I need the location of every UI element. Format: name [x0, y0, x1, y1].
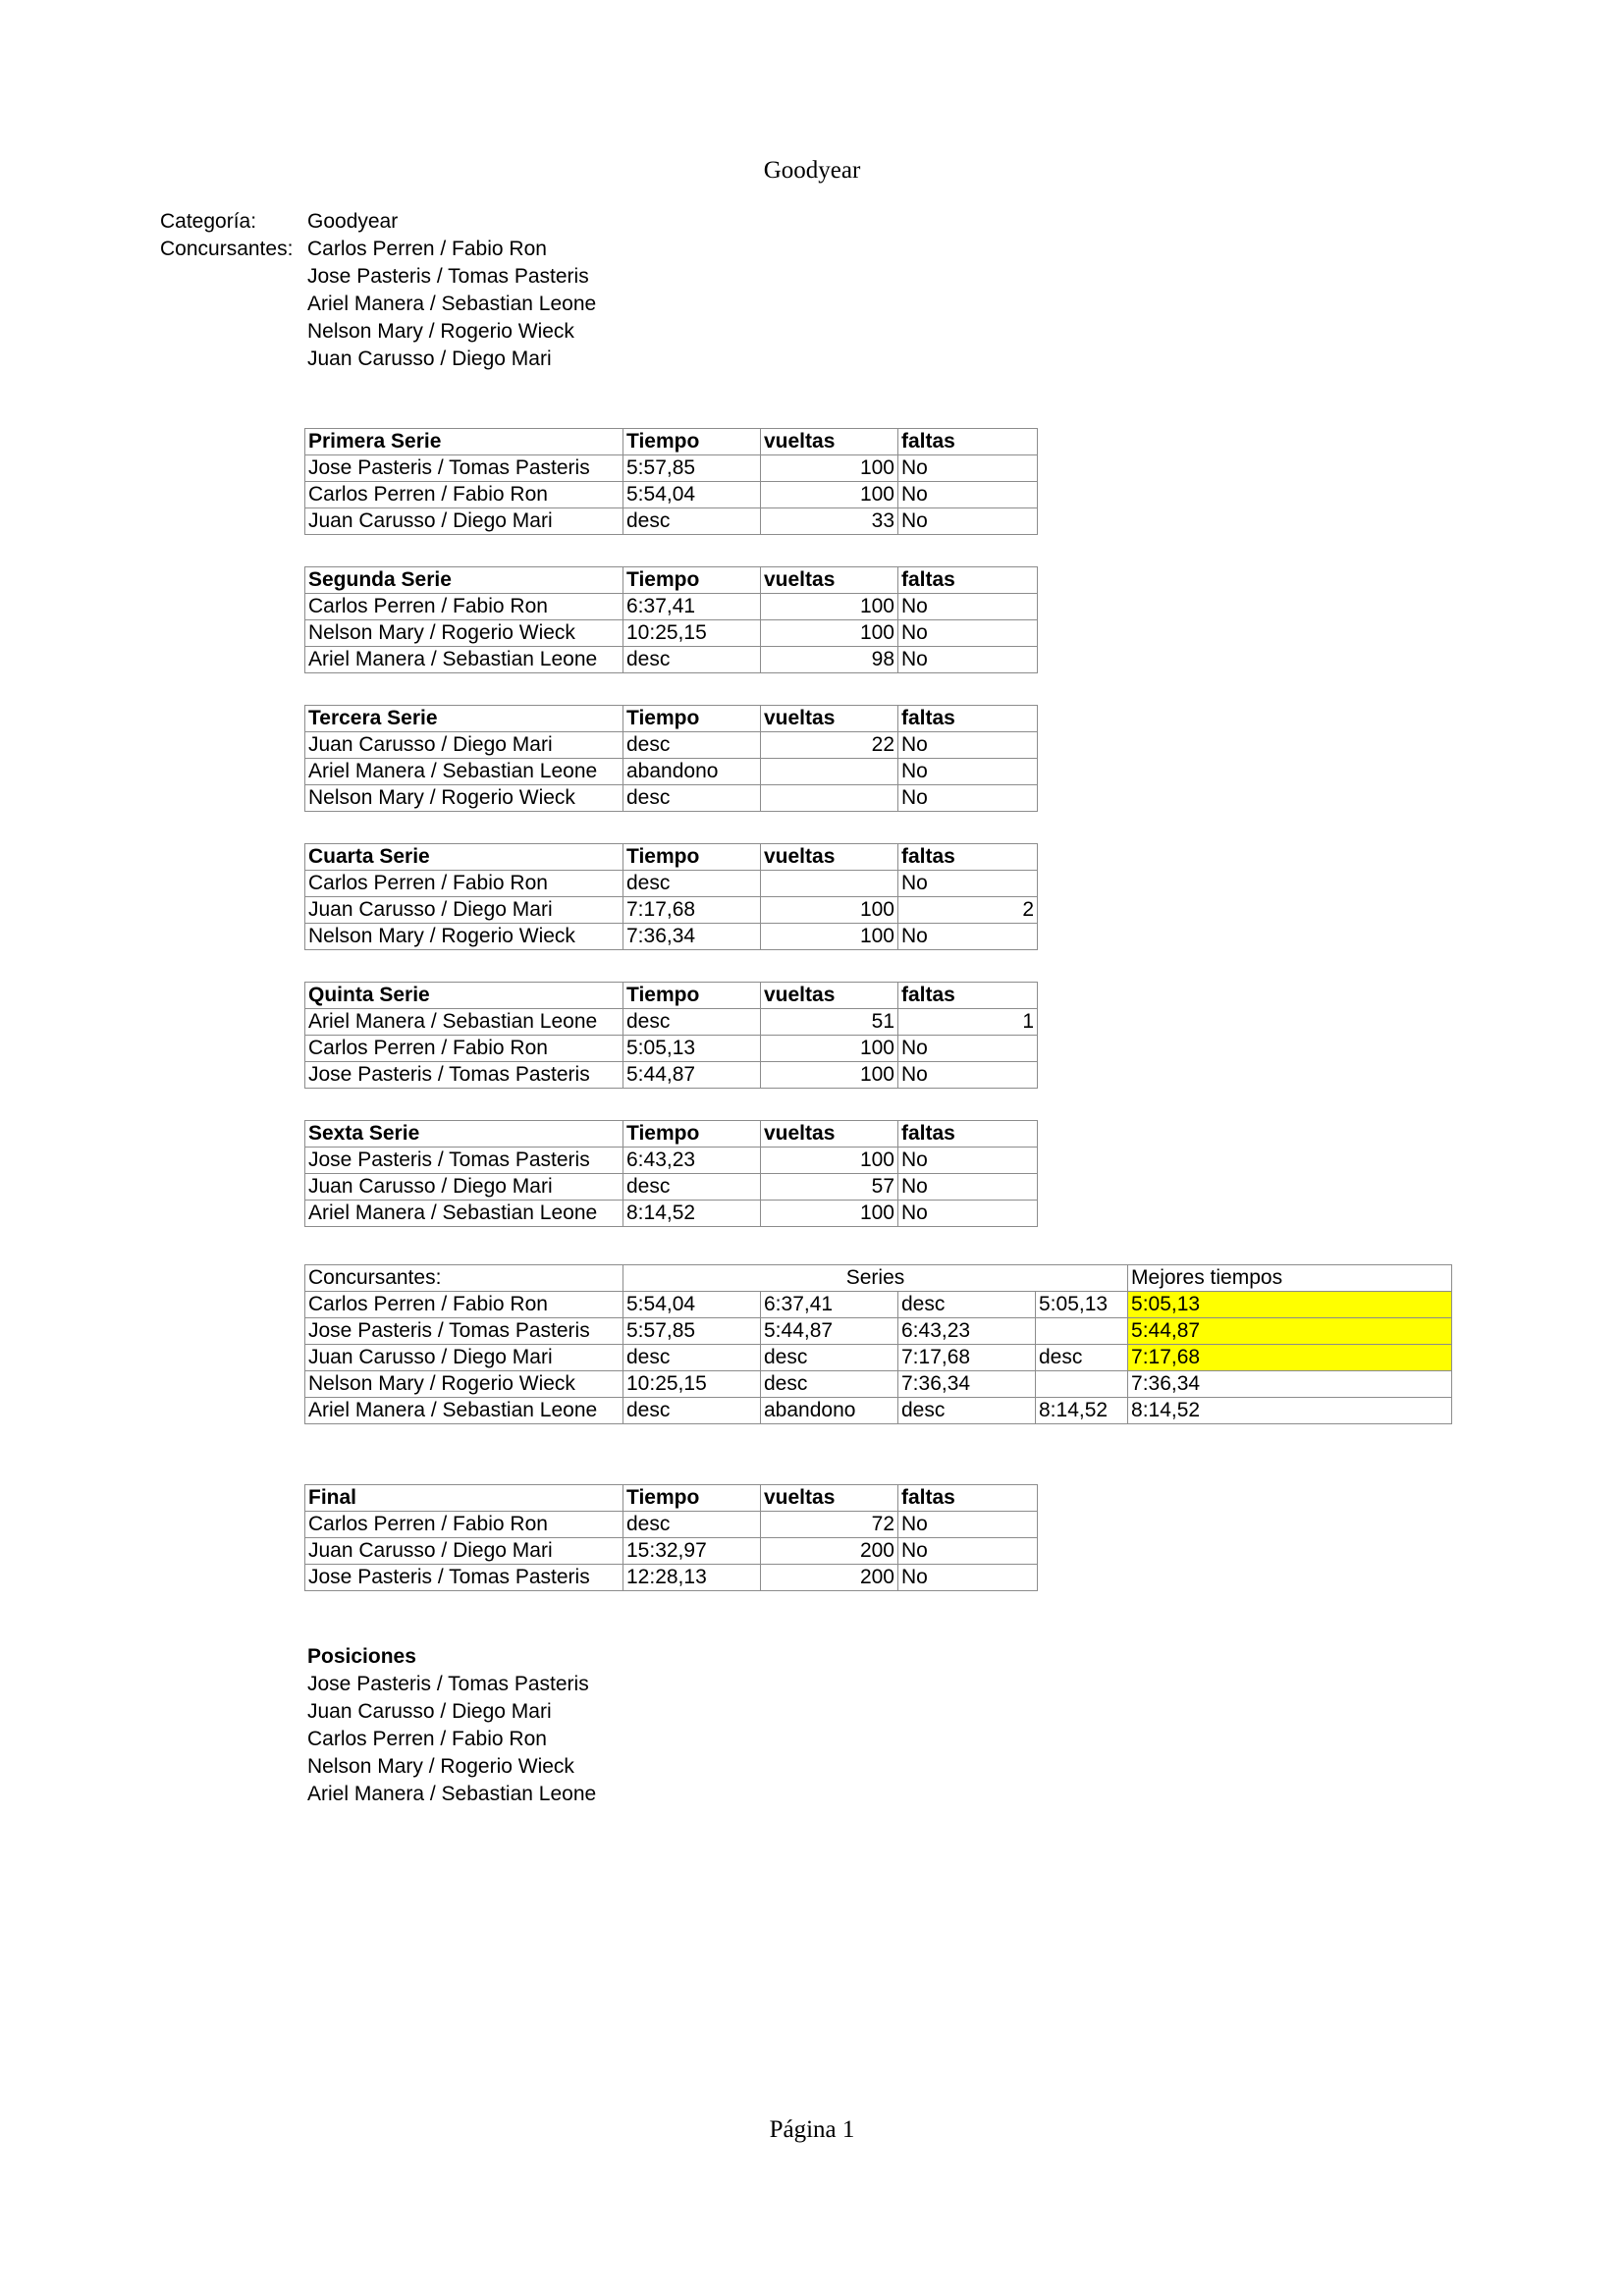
vueltas-cell: 100	[761, 482, 898, 508]
summary-header-series: Series	[623, 1265, 1128, 1292]
faltas-cell: No	[898, 871, 1038, 897]
faltas-cell: No	[898, 620, 1038, 647]
final-title: Final	[305, 1485, 623, 1512]
vueltas-cell	[761, 785, 898, 812]
table-row	[305, 1318, 1452, 1345]
vueltas-cell: 200	[761, 1538, 898, 1565]
tiempo-cell: 7:36,34	[623, 924, 761, 950]
faltas-cell: No	[898, 1174, 1038, 1201]
header-vueltas: vueltas	[761, 983, 898, 1009]
faltas-cell: 1	[898, 1009, 1038, 1036]
final-header-tiempo: Tiempo	[623, 1485, 761, 1512]
team-cell: Jose Pasteris / Tomas Pasteris	[305, 1565, 623, 1591]
tiempo-cell: 6:43,23	[623, 1148, 761, 1174]
position-item: Ariel Manera / Sebastian Leone	[307, 1783, 597, 1805]
series-title: Primera Serie	[305, 429, 623, 455]
tiempo-cell: 5:44,87	[623, 1062, 761, 1089]
team-cell: Nelson Mary / Rogerio Wieck	[305, 924, 623, 950]
team-cell: Juan Carusso / Diego Mari	[305, 508, 623, 535]
series-header-row	[305, 567, 1038, 594]
vueltas-cell: 100	[761, 594, 898, 620]
table-row	[305, 785, 1038, 812]
tiempo-cell: desc	[623, 647, 761, 673]
series-time-cell: 8:14,52	[1036, 1398, 1128, 1424]
series-time-cell: 7:17,68	[898, 1345, 1036, 1371]
tiempo-cell: 7:17,68	[623, 897, 761, 924]
vueltas-cell: 100	[761, 924, 898, 950]
tiempo-cell: 6:37,41	[623, 594, 761, 620]
table-row	[305, 594, 1038, 620]
faltas-cell: No	[898, 1148, 1038, 1174]
page-title: Goodyear	[763, 157, 861, 184]
table-row	[305, 924, 1038, 950]
summary-table	[304, 1264, 1452, 1424]
final-header-row	[305, 1485, 1038, 1512]
series-table	[304, 566, 1038, 673]
faltas-cell: No	[898, 594, 1038, 620]
table-row	[305, 1036, 1038, 1062]
series-header-row	[305, 1121, 1038, 1148]
header-tiempo: Tiempo	[623, 983, 761, 1009]
series-table	[304, 843, 1038, 950]
header-vueltas: vueltas	[761, 429, 898, 455]
tiempo-cell: 5:54,04	[623, 482, 761, 508]
series-time-cell: 6:37,41	[761, 1292, 898, 1318]
table-row	[305, 1292, 1452, 1318]
series-time-cell: 5:44,87	[761, 1318, 898, 1345]
team-cell: Juan Carusso / Diego Mari	[305, 1538, 623, 1565]
vueltas-cell	[761, 759, 898, 785]
series-time-cell: desc	[1036, 1345, 1128, 1371]
tiempo-cell: 5:57,85	[623, 455, 761, 482]
faltas-cell: 2	[898, 897, 1038, 924]
team-cell: Juan Carusso / Diego Mari	[305, 1174, 623, 1201]
best-time-cell: 8:14,52	[1128, 1398, 1452, 1424]
header-tiempo: Tiempo	[623, 706, 761, 732]
tiempo-cell: abandono	[623, 759, 761, 785]
header-tiempo: Tiempo	[623, 567, 761, 594]
team-cell: Juan Carusso / Diego Mari	[305, 1345, 623, 1371]
team-cell: Carlos Perren / Fabio Ron	[305, 1036, 623, 1062]
team-cell: Juan Carusso / Diego Mari	[305, 897, 623, 924]
table-row	[305, 1148, 1038, 1174]
faltas-cell: No	[898, 785, 1038, 812]
team-cell: Ariel Manera / Sebastian Leone	[305, 647, 623, 673]
series-title: Quinta Serie	[305, 983, 623, 1009]
team-cell: Ariel Manera / Sebastian Leone	[305, 1398, 623, 1424]
vueltas-cell: 98	[761, 647, 898, 673]
category-label: Categoría:	[160, 210, 257, 233]
vueltas-cell: 100	[761, 1201, 898, 1227]
contestant-item: Juan Carusso / Diego Mari	[307, 347, 552, 370]
faltas-cell: No	[898, 508, 1038, 535]
best-time-cell: 7:36,34	[1128, 1371, 1452, 1398]
vueltas-cell	[761, 871, 898, 897]
team-cell: Ariel Manera / Sebastian Leone	[305, 1009, 623, 1036]
vueltas-cell: 33	[761, 508, 898, 535]
table-row	[305, 508, 1038, 535]
tiempo-cell: desc	[623, 1174, 761, 1201]
series-title: Segunda Serie	[305, 567, 623, 594]
series-time-cell: desc	[623, 1398, 761, 1424]
series-time-cell: desc	[898, 1398, 1036, 1424]
faltas-cell: No	[898, 924, 1038, 950]
team-cell: Carlos Perren / Fabio Ron	[305, 482, 623, 508]
faltas-cell: No	[898, 1036, 1038, 1062]
header-vueltas: vueltas	[761, 1121, 898, 1148]
series-time-cell: 5:54,04	[623, 1292, 761, 1318]
series-header-row	[305, 844, 1038, 871]
final-table	[304, 1484, 1038, 1591]
tiempo-cell: 12:28,13	[623, 1565, 761, 1591]
team-cell: Jose Pasteris / Tomas Pasteris	[305, 1062, 623, 1089]
series-header-row	[305, 429, 1038, 455]
tiempo-cell: 5:05,13	[623, 1036, 761, 1062]
position-item: Juan Carusso / Diego Mari	[307, 1700, 552, 1723]
contestant-item: Carlos Perren / Fabio Ron	[307, 238, 547, 260]
series-time-cell	[1036, 1318, 1128, 1345]
summary-header-team: Concursantes:	[305, 1265, 623, 1292]
table-row	[305, 871, 1038, 897]
faltas-cell: No	[898, 1201, 1038, 1227]
faltas-cell: No	[898, 759, 1038, 785]
positions-list	[307, 1643, 596, 1808]
faltas-cell: No	[898, 1538, 1038, 1565]
best-time-cell: 5:05,13	[1128, 1292, 1452, 1318]
series-time-cell: desc	[898, 1292, 1036, 1318]
position-item: Nelson Mary / Rogerio Wieck	[307, 1755, 574, 1778]
vueltas-cell: 100	[761, 897, 898, 924]
final-header-faltas: faltas	[898, 1485, 1038, 1512]
tiempo-cell: desc	[623, 871, 761, 897]
team-cell: Carlos Perren / Fabio Ron	[305, 594, 623, 620]
series-title: Tercera Serie	[305, 706, 623, 732]
series-title: Sexta Serie	[305, 1121, 623, 1148]
vueltas-cell: 57	[761, 1174, 898, 1201]
table-row	[305, 620, 1038, 647]
positions-title: Posiciones	[307, 1645, 416, 1668]
team-cell: Nelson Mary / Rogerio Wieck	[305, 785, 623, 812]
team-cell: Ariel Manera / Sebastian Leone	[305, 759, 623, 785]
category-value: Goodyear	[307, 210, 399, 233]
tiempo-cell: desc	[623, 1009, 761, 1036]
tiempo-cell: 8:14,52	[623, 1201, 761, 1227]
team-cell: Ariel Manera / Sebastian Leone	[305, 1201, 623, 1227]
vueltas-cell: 72	[761, 1512, 898, 1538]
table-row	[305, 1538, 1038, 1565]
header-tiempo: Tiempo	[623, 1121, 761, 1148]
header-vueltas: vueltas	[761, 706, 898, 732]
header-tiempo: Tiempo	[623, 429, 761, 455]
header-vueltas: vueltas	[761, 567, 898, 594]
header-faltas: faltas	[898, 706, 1038, 732]
header-faltas: faltas	[898, 983, 1038, 1009]
vueltas-cell: 100	[761, 1062, 898, 1089]
best-time-cell: 5:44,87	[1128, 1318, 1452, 1345]
series-table	[304, 705, 1038, 812]
series-table	[304, 982, 1038, 1089]
position-item: Jose Pasteris / Tomas Pasteris	[307, 1673, 589, 1695]
header-faltas: faltas	[898, 429, 1038, 455]
table-row	[305, 1371, 1452, 1398]
vueltas-cell: 51	[761, 1009, 898, 1036]
series-header-row	[305, 706, 1038, 732]
contestants-label: Concursantes:	[160, 238, 294, 260]
table-row	[305, 1174, 1038, 1201]
series-time-cell: desc	[623, 1345, 761, 1371]
series-time-cell: desc	[761, 1371, 898, 1398]
vueltas-cell: 22	[761, 732, 898, 759]
table-row	[305, 1565, 1038, 1591]
header-faltas: faltas	[898, 1121, 1038, 1148]
header-faltas: faltas	[898, 567, 1038, 594]
page-footer: Página 1	[769, 2116, 855, 2143]
table-row	[305, 1345, 1452, 1371]
faltas-cell: No	[898, 1565, 1038, 1591]
tiempo-cell: desc	[623, 732, 761, 759]
faltas-cell: No	[898, 1512, 1038, 1538]
team-cell: Nelson Mary / Rogerio Wieck	[305, 620, 623, 647]
series-time-cell: 5:05,13	[1036, 1292, 1128, 1318]
table-row	[305, 1512, 1038, 1538]
table-row	[305, 897, 1038, 924]
team-cell: Carlos Perren / Fabio Ron	[305, 1292, 623, 1318]
series-title: Cuarta Serie	[305, 844, 623, 871]
tiempo-cell: desc	[623, 1512, 761, 1538]
vueltas-cell: 100	[761, 455, 898, 482]
table-row	[305, 1398, 1452, 1424]
series-time-cell: 5:57,85	[623, 1318, 761, 1345]
series-table	[304, 428, 1038, 535]
table-row	[305, 732, 1038, 759]
header-vueltas: vueltas	[761, 844, 898, 871]
table-row	[305, 482, 1038, 508]
best-time-cell: 7:17,68	[1128, 1345, 1452, 1371]
info-block	[160, 208, 596, 373]
position-item: Carlos Perren / Fabio Ron	[307, 1728, 547, 1750]
series-time-cell	[1036, 1371, 1128, 1398]
header-faltas: faltas	[898, 844, 1038, 871]
contestant-item: Ariel Manera / Sebastian Leone	[307, 293, 597, 315]
table-row	[305, 1009, 1038, 1036]
final-header-vueltas: vueltas	[761, 1485, 898, 1512]
tiempo-cell: 10:25,15	[623, 620, 761, 647]
team-cell: Carlos Perren / Fabio Ron	[305, 1512, 623, 1538]
table-row	[305, 1062, 1038, 1089]
summary-header-row	[305, 1265, 1452, 1292]
team-cell: Juan Carusso / Diego Mari	[305, 732, 623, 759]
vueltas-cell: 100	[761, 620, 898, 647]
series-table	[304, 1120, 1038, 1227]
tiempo-cell: desc	[623, 785, 761, 812]
table-row	[305, 759, 1038, 785]
table-row	[305, 647, 1038, 673]
team-cell: Nelson Mary / Rogerio Wieck	[305, 1371, 623, 1398]
faltas-cell: No	[898, 1062, 1038, 1089]
faltas-cell: No	[898, 482, 1038, 508]
vueltas-cell: 100	[761, 1036, 898, 1062]
faltas-cell: No	[898, 732, 1038, 759]
header-tiempo: Tiempo	[623, 844, 761, 871]
contestant-item: Jose Pasteris / Tomas Pasteris	[307, 265, 589, 288]
team-cell: Jose Pasteris / Tomas Pasteris	[305, 1318, 623, 1345]
faltas-cell: No	[898, 647, 1038, 673]
series-header-row	[305, 983, 1038, 1009]
team-cell: Jose Pasteris / Tomas Pasteris	[305, 455, 623, 482]
series-time-cell: desc	[761, 1345, 898, 1371]
table-row	[305, 455, 1038, 482]
series-time-cell: abandono	[761, 1398, 898, 1424]
summary-header-best: Mejores tiempos	[1128, 1265, 1452, 1292]
team-cell: Carlos Perren / Fabio Ron	[305, 871, 623, 897]
series-time-cell: 6:43,23	[898, 1318, 1036, 1345]
table-row	[305, 1201, 1038, 1227]
series-time-cell: 7:36,34	[898, 1371, 1036, 1398]
tiempo-cell: 15:32,97	[623, 1538, 761, 1565]
series-time-cell: 10:25,15	[623, 1371, 761, 1398]
vueltas-cell: 100	[761, 1148, 898, 1174]
vueltas-cell: 200	[761, 1565, 898, 1591]
contestant-item: Nelson Mary / Rogerio Wieck	[307, 320, 574, 343]
tiempo-cell: desc	[623, 508, 761, 535]
team-cell: Jose Pasteris / Tomas Pasteris	[305, 1148, 623, 1174]
faltas-cell: No	[898, 455, 1038, 482]
